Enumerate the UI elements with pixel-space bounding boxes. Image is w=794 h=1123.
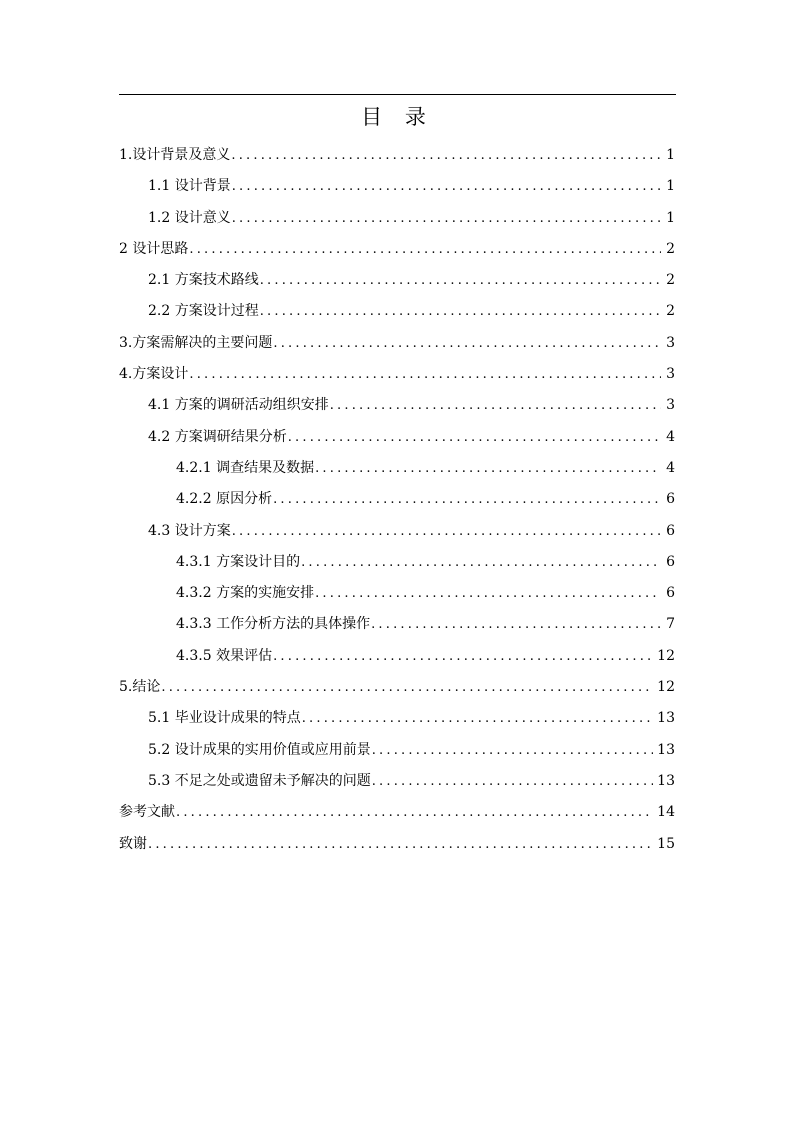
toc-entry-title: 2.1 方案技术路线 — [148, 272, 259, 289]
toc-entry[interactable] — [119, 672, 675, 703]
toc-dot-leader — [372, 735, 653, 766]
toc-dot-leader — [302, 703, 653, 734]
toc-dot-leader — [189, 234, 661, 265]
toc-entry-title: 1.2 设计意义 — [148, 209, 231, 226]
toc-entry-title: 2.2 方案设计过程 — [148, 303, 259, 320]
toc-entry[interactable] — [119, 328, 675, 359]
toc-page-number: 13 — [657, 772, 675, 789]
toc-entry[interactable] — [119, 641, 675, 672]
header-rule — [119, 94, 676, 95]
toc-page-number: 4 — [666, 428, 675, 445]
toc-entry-title: 4.3.5 效果评估 — [176, 647, 273, 664]
toc-dot-leader — [315, 453, 661, 484]
toc-page-number: 4 — [666, 459, 675, 476]
toc-dot-leader — [232, 171, 661, 202]
toc-entry-title: 4.方案设计 — [119, 366, 189, 383]
toc-entry[interactable] — [119, 296, 675, 327]
toc-entry[interactable] — [119, 547, 675, 578]
toc-entry-title: 4.2.1 调查结果及数据 — [176, 459, 315, 476]
toc-page-number: 14 — [657, 804, 675, 821]
toc-entry-title: 4.1 方案的调研活动组织安排 — [148, 397, 329, 414]
toc-entry-title: 致谢 — [119, 835, 147, 852]
toc-dot-leader — [260, 265, 661, 296]
toc-dot-leader — [148, 829, 653, 860]
toc-page-number: 15 — [657, 835, 675, 852]
toc-entry-title: 4.3.2 方案的实施安排 — [176, 585, 315, 602]
toc-entry[interactable] — [119, 390, 675, 421]
toc-entry-title: 参考文献 — [119, 804, 175, 821]
toc-page-number: 3 — [666, 397, 675, 414]
toc-entry[interactable] — [119, 140, 675, 171]
toc-page-number: 2 — [666, 272, 675, 289]
toc-page-number: 6 — [666, 491, 675, 508]
toc-entry-title: 4.3.1 方案设计目的 — [176, 553, 301, 570]
toc-entry[interactable] — [119, 735, 675, 766]
toc-page-number: 7 — [666, 616, 675, 633]
toc-dot-leader — [232, 203, 661, 234]
toc-entry[interactable] — [119, 578, 675, 609]
toc-page-number: 13 — [657, 710, 675, 727]
toc-page-number: 1 — [666, 178, 675, 195]
toc-dot-leader — [232, 516, 661, 547]
toc-entry-title: 5.3 不足之处或遗留未予解决的问题 — [148, 772, 371, 789]
toc-entry-title: 5.2 设计成果的实用价值或应用前景 — [148, 741, 371, 758]
toc-entry[interactable] — [119, 766, 675, 797]
toc-page-number: 12 — [657, 679, 675, 696]
toc-dot-leader — [176, 797, 653, 828]
toc-dot-leader — [273, 484, 661, 515]
toc-entry[interactable] — [119, 797, 675, 828]
toc-page-number: 6 — [666, 585, 675, 602]
toc-page-number: 2 — [666, 240, 675, 257]
toc-entry-title: 2 设计思路 — [119, 240, 189, 257]
toc-page-number: 6 — [666, 522, 675, 539]
toc-entry-title: 5.1 毕业设计成果的特点 — [148, 710, 301, 727]
toc-entry-title: 1.1 设计背景 — [148, 178, 231, 195]
toc-page-number: 6 — [666, 553, 675, 570]
toc-dot-leader — [288, 422, 661, 453]
toc-dot-leader — [260, 296, 661, 327]
toc-entry[interactable] — [119, 422, 675, 453]
toc-dot-leader — [189, 359, 661, 390]
toc-dot-leader — [231, 140, 661, 171]
toc-entry-title: 5.结论 — [119, 679, 161, 696]
toc-page-number: 1 — [666, 209, 675, 226]
toc-entry[interactable] — [119, 359, 675, 390]
toc-entry-title: 4.2.2 原因分析 — [176, 491, 273, 508]
toc-page-number: 2 — [666, 303, 675, 320]
toc-entry[interactable] — [119, 453, 675, 484]
toc-entry-title: 3.方案需解决的主要问题 — [119, 334, 273, 351]
toc-entry[interactable] — [119, 609, 675, 640]
toc-dot-leader — [330, 390, 661, 421]
toc-entry[interactable] — [119, 516, 675, 547]
toc-page-number: 13 — [657, 741, 675, 758]
toc-page-number: 3 — [666, 366, 675, 383]
toc-entry[interactable] — [119, 171, 675, 202]
toc-entry-title: 4.2 方案调研结果分析 — [148, 428, 287, 445]
toc-dot-leader — [371, 609, 661, 640]
toc-dot-leader — [161, 672, 653, 703]
toc-dot-leader — [273, 641, 653, 672]
toc-entry[interactable] — [119, 484, 675, 515]
toc-entry[interactable] — [119, 265, 675, 296]
toc-entry-title: 4.3 设计方案 — [148, 522, 231, 539]
toc-entry-title: 1.设计背景及意义 — [119, 147, 231, 163]
toc-entry[interactable] — [119, 703, 675, 734]
toc-dot-leader — [372, 766, 653, 797]
page-title: 目 录 — [361, 105, 434, 129]
toc-entry[interactable] — [119, 203, 675, 234]
toc-entry[interactable] — [119, 829, 675, 860]
toc-page-number: 1 — [666, 147, 675, 163]
table-of-contents — [119, 140, 675, 860]
toc-entry[interactable] — [119, 234, 675, 265]
toc-dot-leader — [315, 578, 661, 609]
toc-page-number: 12 — [657, 647, 675, 664]
toc-dot-leader — [273, 328, 661, 359]
toc-entry-title: 4.3.3 工作分析方法的具体操作 — [176, 616, 371, 633]
toc-page-number: 3 — [666, 334, 675, 351]
toc-dot-leader — [301, 547, 661, 578]
